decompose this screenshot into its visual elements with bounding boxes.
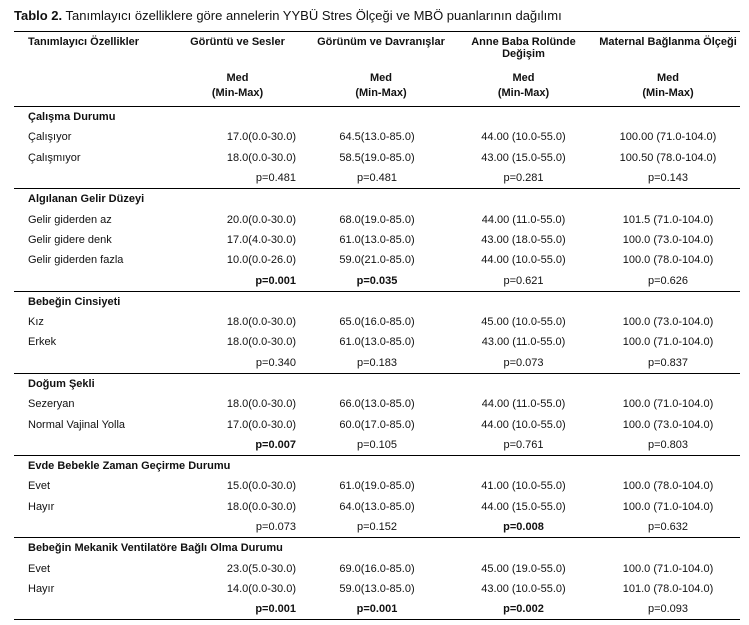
group-title-row (14, 538, 740, 559)
table-row (14, 394, 740, 414)
stats-table (14, 31, 740, 620)
p-value-cell: p=0.035 (356, 274, 398, 287)
table-row (14, 332, 740, 352)
p-value-cell: p=0.002 (503, 603, 544, 616)
p-value-cell: p=0.340 (255, 356, 296, 369)
value-cell: 43.00 (10.0-55.0) (481, 582, 566, 595)
table-row (14, 148, 740, 168)
value-cell: 59.0(13.0-85.0) (339, 582, 415, 595)
value-cell: 23.0(5.0-30.0) (226, 562, 296, 575)
header-subcell-empty (14, 71, 164, 107)
header-med-range: Med (Min-Max) (355, 72, 407, 99)
p-value-cell: p=0.093 (647, 603, 689, 616)
value-cell: 20.0(0.0-30.0) (226, 213, 296, 226)
p-value-row (14, 517, 740, 538)
p-value-cell: p=0.001 (356, 603, 398, 616)
value-cell: 18.0(0.0-30.0) (226, 398, 296, 411)
group-title: Bebeğin Mekanik Ventilatöre Bağlı Olma Durumu (28, 542, 283, 555)
row-label: Erkek (28, 336, 57, 349)
p-value-cell: p=0.143 (647, 172, 689, 185)
value-cell: 100.0 (73.0-104.0) (622, 418, 714, 431)
p-value-row (14, 270, 740, 291)
value-cell: 100.0 (71.0-104.0) (622, 562, 714, 575)
value-cell: 44.00 (11.0-55.0) (481, 398, 566, 411)
p-value-cell: p=0.632 (647, 521, 689, 534)
value-cell: 60.0(17.0-85.0) (339, 418, 415, 431)
value-cell: 44.00 (10.0-55.0) (481, 131, 566, 144)
p-value-cell: p=0.073 (255, 521, 296, 534)
value-cell: 64.0(13.0-85.0) (339, 500, 415, 513)
row-label: Çalışıyor (28, 131, 72, 144)
p-value-cell: p=0.105 (356, 438, 398, 451)
table-row (14, 312, 740, 332)
row-label: Sezeryan (28, 398, 75, 411)
p-value-cell: p=0.001 (255, 603, 296, 616)
value-cell: 65.0(16.0-85.0) (339, 316, 415, 329)
caption-text: Tanımlayıcı özelliklere göre annelerin YYBÜ Stres Ölçeği ve MBÖ puanlarının dağılımı (65, 8, 562, 23)
header-parental-role: Anne Baba Rolünde Değişim (471, 36, 576, 60)
row-label: Hayır (28, 582, 55, 595)
row-label: Gelir giderden az (28, 213, 112, 226)
p-value-row (14, 599, 740, 620)
group-title: Evde Bebekle Zaman Geçirme Durumu (28, 460, 231, 473)
p-row-label-empty (14, 168, 164, 189)
value-cell: 14.0(0.0-30.0) (226, 582, 296, 595)
p-value-cell: p=0.007 (255, 438, 296, 451)
group-title-row (14, 456, 740, 477)
group-title-row (14, 107, 740, 128)
table-row (14, 476, 740, 496)
p-value-cell: p=0.008 (503, 521, 544, 534)
header-characteristics: Tanımlayıcı Özellikler (28, 36, 140, 48)
p-value-row (14, 435, 740, 456)
p-value-cell: p=0.761 (503, 438, 544, 451)
value-cell: 45.00 (10.0-55.0) (481, 316, 566, 329)
group-title-row (14, 291, 740, 312)
p-value-cell: p=0.152 (356, 521, 398, 534)
value-cell: 18.0(0.0-30.0) (226, 336, 296, 349)
value-cell: 100.0 (78.0-104.0) (622, 480, 714, 493)
row-label: Gelir giderden fazla (28, 254, 124, 267)
value-cell: 59.0(21.0-85.0) (339, 254, 415, 267)
value-cell: 44.00 (10.0-55.0) (481, 254, 566, 267)
p-value-cell: p=0.481 (255, 172, 296, 185)
row-label: Gelir gidere denk (28, 233, 112, 246)
p-value-cell: p=0.281 (503, 172, 544, 185)
table-row (14, 230, 740, 250)
group-title: Algılanan Gelir Düzeyi (28, 193, 145, 206)
value-cell: 100.50 (78.0-104.0) (619, 151, 717, 164)
p-value-row (14, 168, 740, 189)
row-label: Kız (28, 316, 44, 329)
value-cell: 45.00 (19.0-55.0) (481, 562, 566, 575)
p-value-cell: p=0.621 (503, 274, 544, 287)
value-cell: 58.5(19.0-85.0) (339, 151, 415, 164)
p-value-cell: p=0.837 (647, 356, 689, 369)
table-row (14, 250, 740, 270)
p-value-cell: p=0.073 (503, 356, 544, 369)
value-cell: 100.00 (71.0-104.0) (619, 131, 717, 144)
value-cell: 18.0(0.0-30.0) (226, 316, 296, 329)
table-row (14, 209, 740, 229)
row-label: Evet (28, 480, 51, 493)
value-cell: 61.0(13.0-85.0) (339, 336, 415, 349)
table-caption (14, 8, 562, 23)
group-title: Çalışma Durumu (28, 111, 116, 124)
row-label: Hayır (28, 500, 55, 513)
value-cell: 101.0 (78.0-104.0) (622, 582, 714, 595)
table-row (14, 497, 740, 517)
p-value-cell: p=0.183 (356, 356, 398, 369)
p-row-label-empty (14, 435, 164, 456)
value-cell: 17.0(0.0-30.0) (226, 131, 296, 144)
p-row-label-empty (14, 353, 164, 374)
table-row (14, 579, 740, 599)
p-row-label-empty (14, 599, 164, 620)
value-cell: 43.00 (18.0-55.0) (481, 233, 566, 246)
table-row (14, 414, 740, 434)
group-title: Doğum Şekli (28, 378, 95, 390)
value-cell: 100.0 (71.0-104.0) (622, 500, 714, 513)
row-label: Normal Vajinal Yolla (28, 418, 126, 431)
value-cell: 44.00 (10.0-55.0) (481, 418, 566, 431)
p-value-cell: p=0.481 (356, 172, 398, 185)
value-cell: 44.00 (11.0-55.0) (481, 213, 566, 226)
value-cell: 61.0(13.0-85.0) (339, 233, 415, 246)
value-cell: 15.0(0.0-30.0) (226, 480, 296, 493)
header-sights-sounds: Görüntü ve Sesler (190, 36, 285, 48)
table-header (14, 32, 740, 107)
value-cell: 66.0(13.0-85.0) (339, 398, 415, 411)
table-row (14, 559, 740, 579)
value-cell: 44.00 (15.0-55.0) (481, 500, 566, 513)
header-med-range: Med (Min-Max) (211, 72, 264, 99)
value-cell: 100.0 (71.0-104.0) (622, 398, 714, 411)
value-cell: 18.0(0.0-30.0) (226, 151, 296, 164)
header-med-range: Med (Min-Max) (642, 72, 694, 99)
table-row (14, 127, 740, 147)
value-cell: 100.0 (73.0-104.0) (622, 233, 714, 246)
value-cell: 100.0 (73.0-104.0) (622, 316, 714, 329)
p-row-label-empty (14, 517, 164, 538)
value-cell: 101.5 (71.0-104.0) (622, 213, 714, 226)
value-cell: 10.0(0.0-26.0) (226, 254, 296, 267)
caption-label: Tablo 2. (14, 8, 63, 23)
p-value-cell: p=0.001 (255, 274, 296, 287)
value-cell: 64.5(13.0-85.0) (339, 131, 415, 144)
value-cell: 69.0(16.0-85.0) (339, 562, 415, 575)
p-value-row (14, 353, 740, 374)
row-label: Evet (28, 562, 51, 575)
value-cell: 18.0(0.0-30.0) (226, 500, 296, 513)
p-row-label-empty (14, 270, 164, 291)
value-cell: 100.0 (71.0-104.0) (622, 336, 714, 349)
value-cell: 41.00 (10.0-55.0) (481, 480, 566, 493)
value-cell: 17.0(4.0-30.0) (226, 233, 296, 246)
row-label: Çalışmıyor (28, 151, 81, 164)
value-cell: 17.0(0.0-30.0) (226, 418, 296, 431)
value-cell: 61.0(19.0-85.0) (339, 480, 415, 493)
header-med-range: Med (Min-Max) (497, 72, 550, 99)
table-body (14, 107, 740, 620)
header-maternal-attachment: Maternal Bağlanma Ölçeği (599, 36, 737, 48)
group-title-row (14, 189, 740, 210)
value-cell: 68.0(19.0-85.0) (339, 213, 415, 226)
group-title-row (14, 373, 740, 394)
p-value-cell: p=0.626 (647, 274, 689, 287)
value-cell: 100.0 (78.0-104.0) (622, 254, 714, 267)
value-cell: 43.00 (15.0-55.0) (481, 151, 566, 164)
value-cell: 43.00 (11.0-55.0) (481, 336, 566, 349)
header-appearance-behaviour: Görünüm ve Davranışlar (317, 36, 445, 48)
group-title: Bebeğin Cinsiyeti (28, 295, 121, 308)
p-value-cell: p=0.803 (647, 438, 689, 451)
